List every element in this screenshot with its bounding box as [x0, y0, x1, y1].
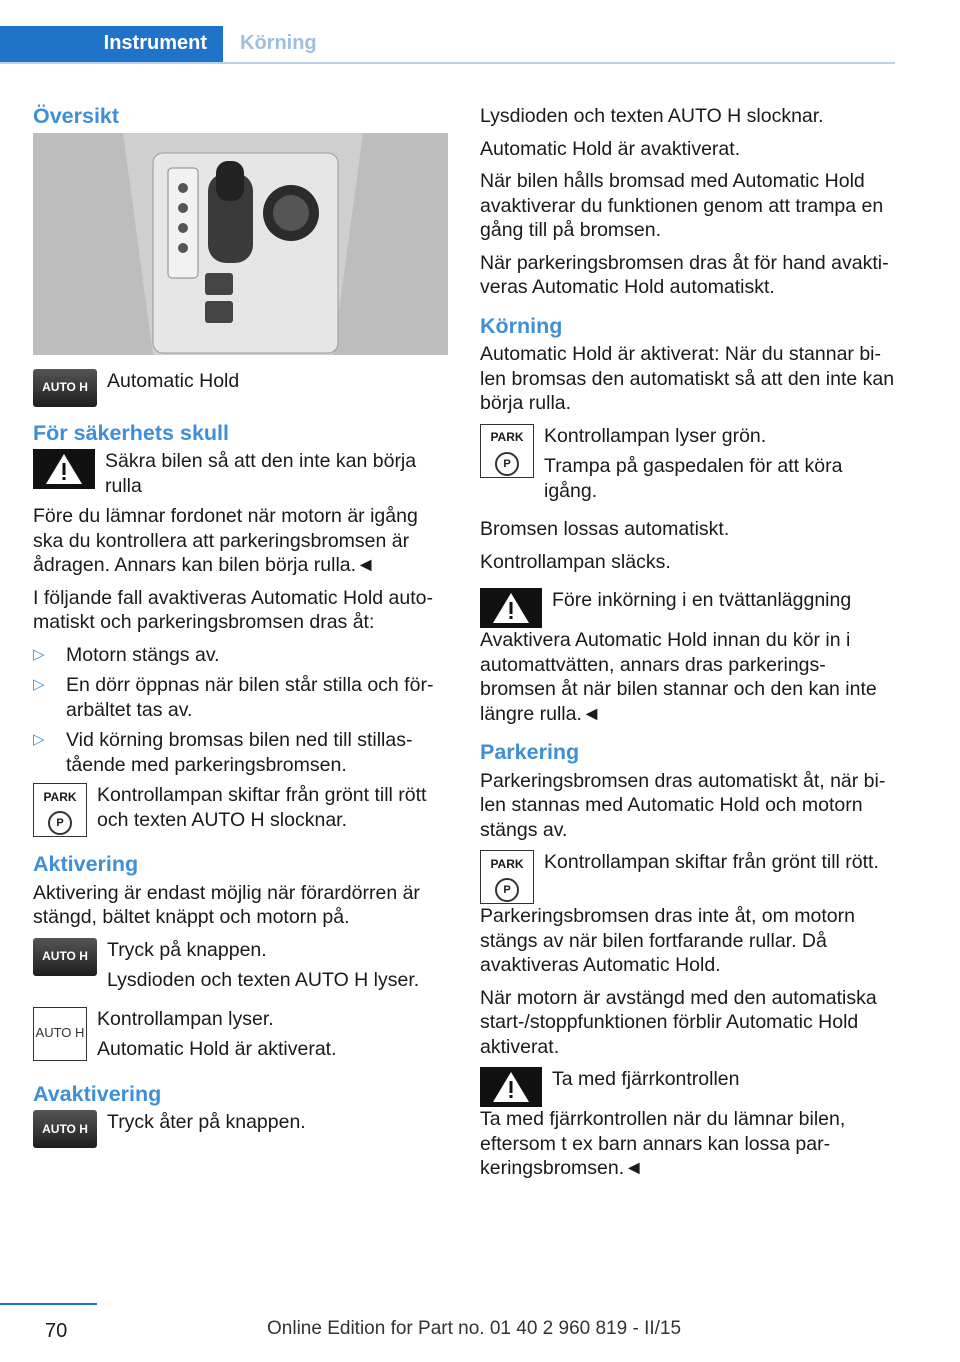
park-indicator-icon: PARK P: [480, 424, 534, 478]
paragraph: Bromsen lossas automatiskt.: [480, 518, 730, 540]
deactivation-step: Tryck åter på knappen.: [107, 1111, 306, 1133]
paragraph: Aktivering är endast möjlig när förardörren är stängd, bältet knäppt och motorn på.: [33, 881, 420, 928]
warning-body: Avaktivera Automatic Hold innan du kör in i automattvätten, annars dras parkeringsbromsen åt när bilen stannar och den kan inte längre rulla.◄: [480, 629, 877, 725]
console-photo: [33, 133, 448, 355]
heading-parking: Parkering: [480, 740, 580, 764]
paragraph: Automatic Hold är avaktiverat.: [480, 137, 741, 160]
paragraph: Parkeringsbromsen dras automatiskt åt, när bilen stannas med Automatic Hold och motorn stängs av.: [480, 769, 886, 841]
warning-icon: [480, 588, 542, 628]
paragraph: När bilen hålls bromsad med Automatic Hold avaktiverar du funktionen genom att trampa en gång till på bromsen.: [480, 170, 884, 241]
edition-note: Online Edition for Part no. 01 40 2 960 819 - II/15: [267, 1318, 682, 1339]
warning-icon: [33, 449, 95, 489]
heading-activation: Aktivering: [33, 852, 139, 876]
park-text: Parkeringsbromsen dras inte åt, om motorn stängs av när bilen fortfarande rullar. Då avaktiveras Automatic Hold.: [480, 905, 855, 976]
auto-h-button-icon: AUTO H: [33, 369, 97, 407]
park-text: Kontrollampan skiftar från grönt till rött.: [544, 851, 879, 873]
list-item: ▷ Vid körning bromsas bilen ned till stillastående med parkeringsbromsen.: [33, 728, 448, 777]
photo-caption: Automatic Hold: [107, 369, 240, 392]
page-number: 70: [45, 1320, 68, 1342]
auto-h-indicator-icon: AUTO H: [33, 1007, 87, 1061]
tab-instrument[interactable]: Instrument: [0, 26, 223, 62]
lamp-text: Kontrollampan lyser.: [97, 1007, 274, 1030]
paragraph: I följande fall avaktiveras Automatic Hold automatiskt och parkeringsbromsen dras åt:: [33, 586, 433, 633]
park-text: Kontrollampan lyser grön.: [544, 424, 767, 447]
paragraph: Automatic Hold är aktiverat: När du stannar bilen bromsas den automatiskt så att den inte kan börja rulla.: [480, 343, 895, 414]
heading-safety: För säkerhets skull: [33, 420, 229, 445]
left-column: [33, 104, 448, 1156]
auto-h-button-icon: AUTO H: [33, 1110, 97, 1148]
warning-title: Ta med fjärrkontrollen: [552, 1068, 740, 1090]
lamp-text: Automatic Hold är aktiverat.: [97, 1038, 337, 1060]
list-item: ▷ En dörr öppnas när bilen står stilla och förarbältet tas av.: [33, 673, 448, 722]
park-text: Trampa på gaspedalen för att köra igång.: [544, 455, 843, 502]
heading-driving: Körning: [480, 313, 563, 338]
heading-overview: Översikt: [33, 104, 120, 128]
warning-title: Säkra bilen så att den inte kan börja rulla: [105, 450, 417, 497]
header-bar: [0, 26, 895, 64]
footer-rule: [0, 1303, 97, 1305]
paragraph: Lysdioden och texten AUTO H slocknar.: [480, 105, 824, 127]
park-indicator-icon: PARK P: [33, 783, 87, 837]
tab-korning[interactable]: Körning: [240, 32, 317, 54]
activation-step: Lysdioden och texten AUTO H lyser.: [107, 969, 420, 991]
park-indicator-icon: PARK P: [480, 850, 534, 904]
warning-title: Före inkörning i en tvättanläggning: [552, 589, 852, 611]
right-column: [480, 104, 895, 1189]
park-note: Kontrollampan skiftar från grönt till rött och texten AUTO H slocknar.: [97, 784, 427, 831]
paragraph: När parkeringsbromsen dras åt för hand avaktiveras Automatic Hold automatiskt.: [480, 251, 889, 298]
activation-step: Tryck på knappen.: [107, 938, 267, 961]
paragraph: Kontrollampan släcks.: [480, 550, 671, 573]
paragraph: När motorn är avstängd med den automatiska start-/stoppfunktionen förblir Automatic Hold aktiverat.: [480, 986, 877, 1058]
heading-deactivation: Avaktivering: [33, 1081, 162, 1106]
warning-body: Ta med fjärrkontrollen när du lämnar bilen, eftersom t ex barn annars kan lossa parkeringsbromsen.◄: [480, 1108, 846, 1179]
auto-h-button-icon: AUTO H: [33, 938, 97, 976]
warning-icon: [480, 1067, 542, 1107]
list-item: ▷ Motorn stängs av.: [33, 643, 448, 668]
bullet-list: [33, 643, 448, 778]
warning-body: Före du lämnar fordonet när motorn är igång ska du kontrollera att parkeringsbromsen är ådragen. Annars kan bilen börja rulla.◄: [33, 505, 418, 576]
